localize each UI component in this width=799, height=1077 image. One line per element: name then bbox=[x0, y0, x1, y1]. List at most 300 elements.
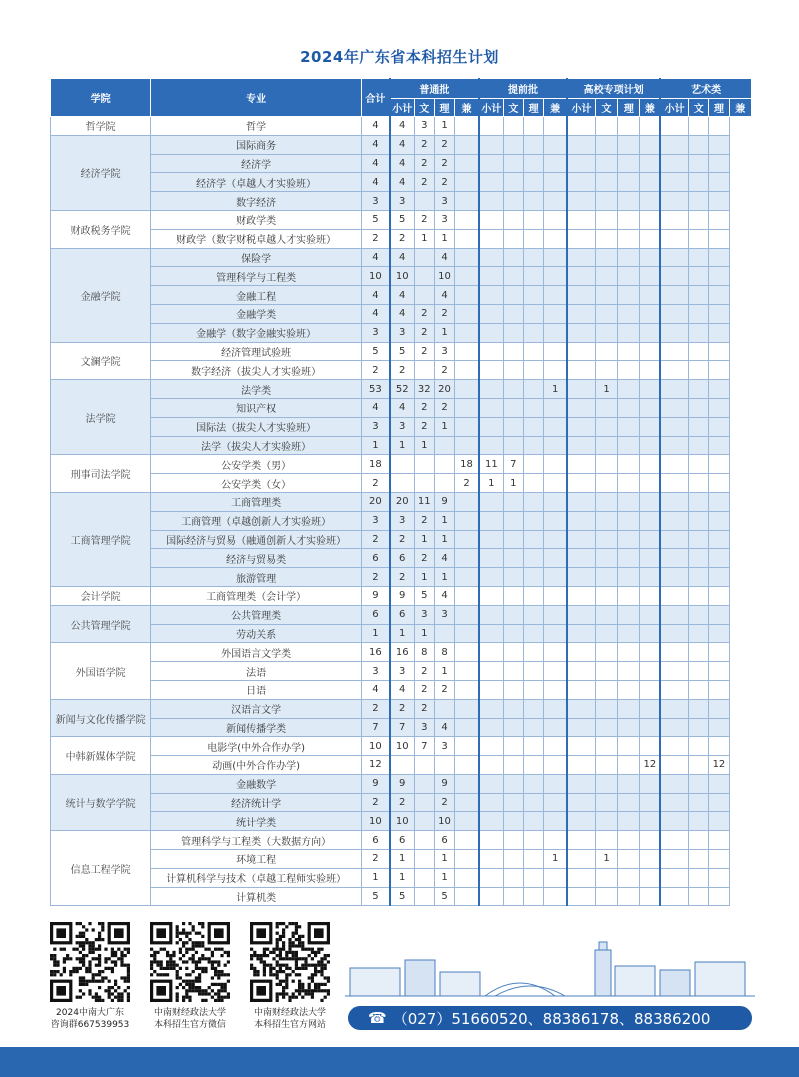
table-row bbox=[51, 793, 752, 812]
quota-cell bbox=[618, 380, 640, 399]
major-cell: 外国语言文学类 bbox=[151, 643, 362, 662]
quota-cell bbox=[503, 135, 523, 154]
quota-cell bbox=[595, 192, 617, 211]
quota-cell: 4 bbox=[390, 117, 414, 136]
quota-cell bbox=[479, 248, 503, 267]
quota-cell bbox=[523, 643, 543, 662]
enrollment-plan-table bbox=[50, 78, 752, 906]
quota-cell: 1 bbox=[503, 474, 523, 493]
quota-cell bbox=[479, 117, 503, 136]
total-cell: 20 bbox=[361, 492, 389, 511]
quota-cell bbox=[503, 417, 523, 436]
subheader-cell: 小计 bbox=[390, 99, 414, 117]
header-college: 学院 bbox=[51, 79, 151, 117]
quota-cell: 2 bbox=[390, 361, 414, 380]
quota-cell bbox=[455, 286, 479, 305]
quota-cell bbox=[567, 812, 595, 831]
quota-cell bbox=[595, 455, 617, 474]
quota-cell bbox=[618, 229, 640, 248]
quota-cell bbox=[455, 850, 479, 869]
quota-cell bbox=[618, 812, 640, 831]
table-row bbox=[51, 267, 752, 286]
quota-cell: 2 bbox=[414, 680, 434, 699]
quota-cell bbox=[709, 605, 729, 624]
quota-cell bbox=[503, 887, 523, 906]
quota-cell bbox=[544, 436, 567, 455]
quota-cell bbox=[689, 756, 709, 775]
quota-cell bbox=[479, 530, 503, 549]
major-cell: 环境工程 bbox=[151, 850, 362, 869]
quota-cell bbox=[660, 436, 688, 455]
quota-cell bbox=[544, 286, 567, 305]
quota-cell bbox=[660, 511, 688, 530]
table-row bbox=[51, 718, 752, 737]
quota-cell bbox=[479, 699, 503, 718]
quota-cell bbox=[618, 662, 640, 681]
quota-cell bbox=[660, 756, 688, 775]
quota-cell bbox=[544, 229, 567, 248]
subheader-cell: 理 bbox=[434, 99, 454, 117]
quota-cell bbox=[455, 173, 479, 192]
quota-cell bbox=[689, 361, 709, 380]
quota-cell: 52 bbox=[390, 380, 414, 399]
footer-bar bbox=[0, 1047, 799, 1077]
quota-cell bbox=[523, 680, 543, 699]
table-row bbox=[51, 850, 752, 869]
quota-cell: 2 bbox=[434, 154, 454, 173]
quota-cell bbox=[689, 680, 709, 699]
quota-cell: 1 bbox=[434, 323, 454, 342]
total-cell: 12 bbox=[361, 756, 389, 775]
quota-cell bbox=[660, 210, 688, 229]
quota-cell bbox=[709, 511, 729, 530]
quota-cell: 2 bbox=[414, 417, 434, 436]
quota-cell bbox=[689, 304, 709, 323]
quota-cell bbox=[567, 624, 595, 643]
quota-cell bbox=[709, 680, 729, 699]
quota-cell: 5 bbox=[390, 342, 414, 361]
quota-cell bbox=[595, 699, 617, 718]
quota-cell bbox=[618, 718, 640, 737]
quota-cell bbox=[689, 605, 709, 624]
header-total: 合计 bbox=[361, 79, 389, 117]
quota-cell bbox=[567, 192, 595, 211]
quota-cell bbox=[660, 662, 688, 681]
quota-cell: 6 bbox=[390, 549, 414, 568]
quota-cell bbox=[640, 229, 660, 248]
quota-cell bbox=[595, 436, 617, 455]
major-cell: 财政学类 bbox=[151, 210, 362, 229]
total-cell: 3 bbox=[361, 662, 389, 681]
college-cell: 法学院 bbox=[51, 380, 151, 455]
subheader-cell: 文 bbox=[503, 99, 523, 117]
quota-cell bbox=[709, 586, 729, 605]
quota-cell bbox=[709, 737, 729, 756]
qr-code-official-wechat bbox=[150, 922, 230, 1002]
quota-cell: 2 bbox=[414, 699, 434, 718]
quota-cell: 3 bbox=[434, 342, 454, 361]
quota-cell bbox=[689, 417, 709, 436]
quota-cell bbox=[709, 887, 729, 906]
quota-cell: 4 bbox=[434, 286, 454, 305]
quota-cell bbox=[618, 267, 640, 286]
quota-cell bbox=[618, 643, 640, 662]
quota-cell: 2 bbox=[390, 530, 414, 549]
major-cell: 管理科学与工程类 bbox=[151, 267, 362, 286]
quota-cell bbox=[689, 868, 709, 887]
major-cell: 保险学 bbox=[151, 248, 362, 267]
quota-cell bbox=[414, 361, 434, 380]
quota-cell bbox=[523, 248, 543, 267]
quota-cell bbox=[523, 662, 543, 681]
quota-cell bbox=[503, 568, 523, 587]
quota-cell: 9 bbox=[434, 492, 454, 511]
quota-cell bbox=[567, 117, 595, 136]
quota-cell bbox=[523, 624, 543, 643]
quota-cell bbox=[544, 643, 567, 662]
quota-cell bbox=[455, 417, 479, 436]
total-cell: 6 bbox=[361, 831, 389, 850]
quota-cell bbox=[479, 492, 503, 511]
major-cell: 经济学 bbox=[151, 154, 362, 173]
quota-cell bbox=[390, 756, 414, 775]
major-cell: 计算机科学与技术（卓越工程师实验班） bbox=[151, 868, 362, 887]
college-cell: 统计与数学学院 bbox=[51, 774, 151, 830]
quota-cell bbox=[479, 210, 503, 229]
quota-cell bbox=[660, 173, 688, 192]
quota-cell bbox=[709, 135, 729, 154]
quota-cell bbox=[618, 774, 640, 793]
quota-cell bbox=[523, 511, 543, 530]
quota-cell bbox=[618, 286, 640, 305]
quota-cell bbox=[618, 624, 640, 643]
quota-cell bbox=[689, 737, 709, 756]
quota-cell: 1 bbox=[434, 117, 454, 136]
quota-cell bbox=[640, 117, 660, 136]
quota-cell bbox=[479, 662, 503, 681]
quota-cell bbox=[689, 154, 709, 173]
total-cell: 6 bbox=[361, 605, 389, 624]
quota-cell bbox=[503, 718, 523, 737]
total-cell: 2 bbox=[361, 229, 389, 248]
quota-cell bbox=[544, 699, 567, 718]
quota-cell: 3 bbox=[414, 718, 434, 737]
quota-cell: 2 bbox=[434, 680, 454, 699]
subheader-cell: 文 bbox=[414, 99, 434, 117]
quota-cell bbox=[709, 549, 729, 568]
table-row bbox=[51, 737, 752, 756]
quota-cell bbox=[595, 248, 617, 267]
quota-cell bbox=[709, 323, 729, 342]
quota-cell bbox=[689, 793, 709, 812]
quota-cell bbox=[455, 812, 479, 831]
total-cell: 3 bbox=[361, 511, 389, 530]
quota-cell bbox=[689, 549, 709, 568]
quota-cell bbox=[618, 417, 640, 436]
quota-cell bbox=[640, 342, 660, 361]
quota-cell bbox=[567, 774, 595, 793]
quota-cell bbox=[479, 850, 503, 869]
quota-cell bbox=[618, 511, 640, 530]
quota-cell bbox=[544, 192, 567, 211]
quota-cell bbox=[523, 380, 543, 399]
quota-cell: 1 bbox=[434, 568, 454, 587]
quota-cell bbox=[640, 286, 660, 305]
quota-cell bbox=[523, 774, 543, 793]
quota-cell bbox=[455, 192, 479, 211]
quota-cell bbox=[567, 417, 595, 436]
total-cell: 2 bbox=[361, 568, 389, 587]
quota-cell bbox=[455, 737, 479, 756]
quota-cell bbox=[414, 474, 434, 493]
quota-cell bbox=[709, 154, 729, 173]
quota-cell bbox=[479, 756, 503, 775]
subheader-cell: 文 bbox=[595, 99, 617, 117]
quota-cell bbox=[544, 417, 567, 436]
quota-cell bbox=[455, 774, 479, 793]
quota-cell: 4 bbox=[390, 286, 414, 305]
quota-cell bbox=[660, 718, 688, 737]
quota-cell bbox=[709, 568, 729, 587]
quota-cell bbox=[689, 643, 709, 662]
quota-cell bbox=[618, 192, 640, 211]
quota-cell bbox=[523, 398, 543, 417]
quota-cell bbox=[455, 229, 479, 248]
quota-cell bbox=[640, 267, 660, 286]
quota-cell bbox=[709, 699, 729, 718]
quota-cell bbox=[709, 210, 729, 229]
quota-cell bbox=[567, 267, 595, 286]
quota-cell bbox=[709, 267, 729, 286]
quota-cell bbox=[660, 304, 688, 323]
quota-cell: 3 bbox=[390, 323, 414, 342]
quota-cell bbox=[567, 549, 595, 568]
quota-cell bbox=[689, 718, 709, 737]
quota-cell: 3 bbox=[414, 117, 434, 136]
table-row bbox=[51, 455, 752, 474]
quota-cell bbox=[479, 887, 503, 906]
quota-cell bbox=[523, 850, 543, 869]
major-cell: 经济统计学 bbox=[151, 793, 362, 812]
quota-cell bbox=[567, 643, 595, 662]
quota-cell bbox=[595, 304, 617, 323]
college-cell: 刑事司法学院 bbox=[51, 455, 151, 493]
quota-cell bbox=[523, 812, 543, 831]
quota-cell bbox=[523, 436, 543, 455]
quota-cell bbox=[640, 361, 660, 380]
quota-cell: 2 bbox=[390, 568, 414, 587]
quota-cell bbox=[640, 774, 660, 793]
quota-cell bbox=[709, 398, 729, 417]
subheader-cell: 理 bbox=[523, 99, 543, 117]
quota-cell: 1 bbox=[390, 624, 414, 643]
quota-cell bbox=[689, 474, 709, 493]
quota-cell bbox=[709, 192, 729, 211]
major-cell: 金融学类 bbox=[151, 304, 362, 323]
quota-cell bbox=[640, 868, 660, 887]
quota-cell bbox=[479, 436, 503, 455]
quota-cell bbox=[595, 586, 617, 605]
table-row bbox=[51, 586, 752, 605]
table-row bbox=[51, 248, 752, 267]
quota-cell bbox=[503, 549, 523, 568]
quota-cell bbox=[567, 361, 595, 380]
qr-caption: 2024中南大广东 咨询群667539953 bbox=[50, 1008, 130, 1030]
quota-cell: 12 bbox=[709, 756, 729, 775]
total-cell: 2 bbox=[361, 793, 389, 812]
quota-cell bbox=[660, 380, 688, 399]
quota-cell bbox=[523, 286, 543, 305]
quota-cell: 10 bbox=[390, 267, 414, 286]
quota-cell bbox=[689, 135, 709, 154]
quota-cell: 1 bbox=[414, 624, 434, 643]
quota-cell bbox=[567, 586, 595, 605]
quota-cell bbox=[618, 210, 640, 229]
quota-cell bbox=[414, 192, 434, 211]
quota-cell bbox=[479, 568, 503, 587]
quota-cell bbox=[595, 135, 617, 154]
quota-cell bbox=[595, 286, 617, 305]
quota-cell bbox=[640, 530, 660, 549]
quota-cell bbox=[455, 436, 479, 455]
quota-cell bbox=[618, 248, 640, 267]
quota-cell bbox=[595, 793, 617, 812]
quota-cell bbox=[455, 643, 479, 662]
subheader-cell: 兼 bbox=[640, 99, 660, 117]
quota-cell: 4 bbox=[390, 173, 414, 192]
table-row bbox=[51, 530, 752, 549]
quota-cell: 4 bbox=[390, 248, 414, 267]
quota-cell bbox=[455, 756, 479, 775]
quota-cell bbox=[660, 474, 688, 493]
quota-cell bbox=[595, 492, 617, 511]
quota-cell bbox=[595, 568, 617, 587]
total-cell: 3 bbox=[361, 323, 389, 342]
quota-cell bbox=[434, 699, 454, 718]
header-group-regular: 普通批 bbox=[390, 79, 479, 99]
quota-cell bbox=[640, 568, 660, 587]
quota-cell bbox=[567, 474, 595, 493]
quota-cell bbox=[567, 568, 595, 587]
quota-cell bbox=[709, 286, 729, 305]
college-cell: 金融学院 bbox=[51, 248, 151, 342]
quota-cell bbox=[523, 530, 543, 549]
quota-cell bbox=[660, 699, 688, 718]
major-cell: 法语 bbox=[151, 662, 362, 681]
table-row bbox=[51, 210, 752, 229]
quota-cell bbox=[544, 662, 567, 681]
quota-cell bbox=[595, 737, 617, 756]
quota-cell bbox=[689, 850, 709, 869]
quota-cell bbox=[479, 267, 503, 286]
phone-numbers: （027）51660520、88386178、88386200 bbox=[392, 1009, 711, 1028]
quota-cell bbox=[479, 398, 503, 417]
quota-cell bbox=[660, 342, 688, 361]
quota-cell bbox=[455, 210, 479, 229]
quota-cell bbox=[709, 248, 729, 267]
quota-cell bbox=[455, 831, 479, 850]
quota-cell: 1 bbox=[414, 436, 434, 455]
quota-cell bbox=[479, 417, 503, 436]
quota-cell bbox=[660, 286, 688, 305]
quota-cell bbox=[689, 699, 709, 718]
major-cell: 法学（拔尖人才实验班） bbox=[151, 436, 362, 455]
quota-cell bbox=[640, 718, 660, 737]
table-row bbox=[51, 117, 752, 136]
major-cell: 新闻传播学类 bbox=[151, 718, 362, 737]
college-cell: 哲学院 bbox=[51, 117, 151, 136]
quota-cell bbox=[595, 342, 617, 361]
major-cell: 数字经济 bbox=[151, 192, 362, 211]
total-cell: 2 bbox=[361, 474, 389, 493]
quota-cell bbox=[618, 549, 640, 568]
quota-cell: 2 bbox=[434, 361, 454, 380]
total-cell: 2 bbox=[361, 361, 389, 380]
quota-cell: 1 bbox=[414, 568, 434, 587]
quota-cell bbox=[567, 492, 595, 511]
quota-cell bbox=[479, 680, 503, 699]
total-cell: 2 bbox=[361, 699, 389, 718]
quota-cell: 10 bbox=[390, 812, 414, 831]
quota-cell bbox=[567, 304, 595, 323]
quota-cell bbox=[414, 793, 434, 812]
total-cell: 4 bbox=[361, 286, 389, 305]
quota-cell bbox=[503, 229, 523, 248]
quota-cell bbox=[618, 887, 640, 906]
quota-cell bbox=[640, 511, 660, 530]
major-cell: 数字经济（拔尖人才实验班） bbox=[151, 361, 362, 380]
quota-cell bbox=[503, 831, 523, 850]
quota-cell bbox=[479, 793, 503, 812]
quota-cell bbox=[640, 793, 660, 812]
major-cell: 计算机类 bbox=[151, 887, 362, 906]
quota-cell bbox=[689, 586, 709, 605]
quota-cell bbox=[544, 154, 567, 173]
quota-cell bbox=[414, 267, 434, 286]
quota-cell bbox=[595, 229, 617, 248]
total-cell: 3 bbox=[361, 192, 389, 211]
quota-cell bbox=[660, 192, 688, 211]
quota-cell bbox=[660, 323, 688, 342]
quota-cell: 1 bbox=[390, 436, 414, 455]
quota-cell bbox=[567, 210, 595, 229]
quota-cell bbox=[567, 154, 595, 173]
quota-cell bbox=[503, 267, 523, 286]
quota-cell bbox=[503, 850, 523, 869]
major-cell: 工商管理（卓越创新人才实验班） bbox=[151, 511, 362, 530]
quota-cell bbox=[455, 624, 479, 643]
quota-cell bbox=[479, 718, 503, 737]
quota-cell: 4 bbox=[434, 549, 454, 568]
quota-cell: 10 bbox=[390, 737, 414, 756]
quota-cell bbox=[523, 868, 543, 887]
quota-cell bbox=[709, 624, 729, 643]
quota-cell bbox=[503, 530, 523, 549]
quota-cell: 3 bbox=[390, 417, 414, 436]
table-row bbox=[51, 831, 752, 850]
quota-cell bbox=[503, 192, 523, 211]
quota-cell bbox=[523, 455, 543, 474]
quota-cell: 6 bbox=[390, 831, 414, 850]
quota-cell bbox=[640, 605, 660, 624]
quota-cell bbox=[455, 718, 479, 737]
quota-cell bbox=[503, 304, 523, 323]
college-cell: 会计学院 bbox=[51, 586, 151, 605]
quota-cell bbox=[618, 398, 640, 417]
quota-cell bbox=[640, 549, 660, 568]
quota-cell bbox=[567, 850, 595, 869]
subheader-cell: 小计 bbox=[567, 99, 595, 117]
